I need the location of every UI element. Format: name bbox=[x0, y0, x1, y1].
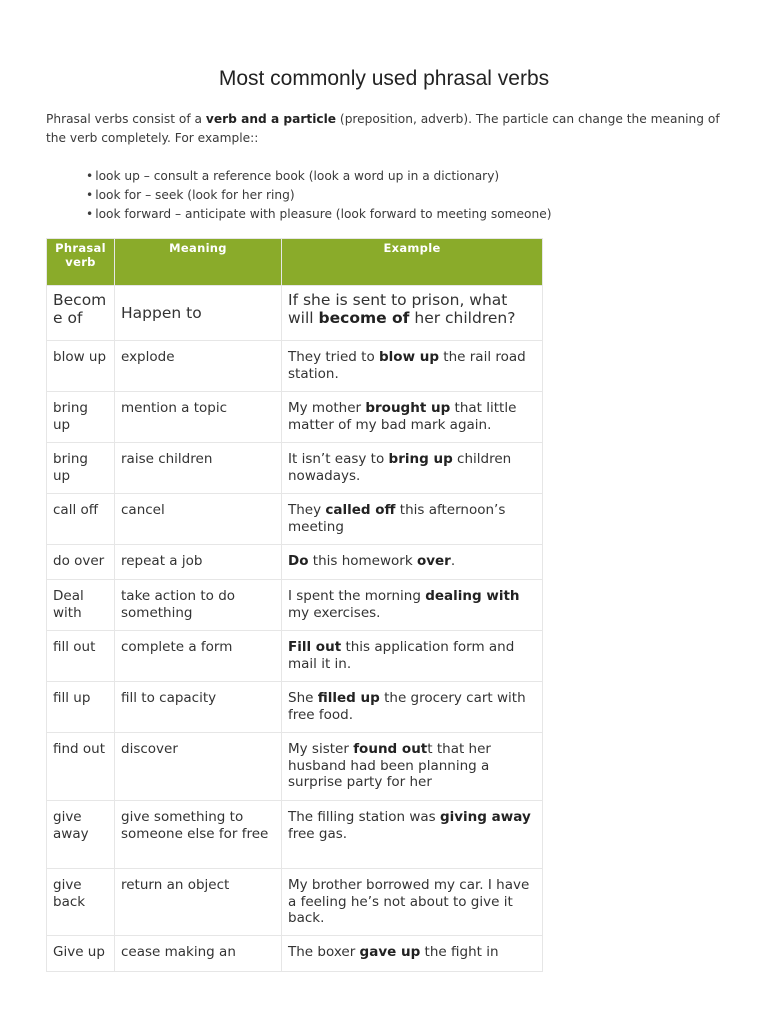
meaning-cell: cancel bbox=[115, 494, 282, 545]
example-highlight: giving away bbox=[439, 809, 531, 825]
meaning-cell: discover bbox=[115, 733, 282, 801]
example-highlight: dealing with bbox=[425, 588, 520, 604]
list-item: • look forward – anticipate with pleasure (look forward to meeting someone) bbox=[86, 205, 726, 224]
example-cell bbox=[282, 494, 543, 545]
example-highlight: gave up bbox=[359, 944, 421, 960]
table-row bbox=[47, 936, 543, 972]
example-text: It isn’t easy to bbox=[288, 451, 389, 467]
example-text: My sister bbox=[288, 741, 354, 757]
example-text: children nowadays. bbox=[288, 451, 512, 484]
example-highlight: blow up bbox=[379, 349, 440, 365]
example-cell bbox=[282, 801, 543, 869]
example-text: . bbox=[450, 553, 456, 569]
example-highlight: bring up bbox=[388, 451, 453, 467]
examples-list bbox=[86, 167, 726, 224]
meaning-cell: cease making an bbox=[115, 936, 282, 972]
meaning-cell: take action to do something bbox=[115, 580, 282, 631]
table-row bbox=[47, 494, 543, 545]
intro-text-1: Phrasal verbs consist of a bbox=[46, 112, 206, 126]
example-text: If she is sent to prison, what will bbox=[288, 291, 508, 327]
verb-cell: give away bbox=[47, 801, 115, 869]
example-text: this application form and mail it in. bbox=[288, 639, 515, 672]
example-text: the grocery cart with free food. bbox=[288, 690, 526, 723]
meaning-cell: complete a form bbox=[115, 631, 282, 682]
table-row bbox=[47, 869, 543, 936]
table-row bbox=[47, 580, 543, 631]
table-row bbox=[47, 631, 543, 682]
example-cell bbox=[282, 733, 543, 801]
example-text: her children? bbox=[409, 309, 516, 327]
example-cell bbox=[282, 341, 543, 392]
phrasal-verbs-table bbox=[46, 238, 543, 972]
verb-cell: find out bbox=[47, 733, 115, 801]
meaning-cell: raise children bbox=[115, 443, 282, 494]
table-row bbox=[47, 341, 543, 392]
example-text: My brother borrowed my car. I have a feeling he’s not about to give it back. bbox=[288, 877, 530, 926]
example-cell bbox=[282, 286, 543, 341]
example-highlight: called off bbox=[325, 502, 396, 518]
example-cell bbox=[282, 682, 543, 733]
example-cell bbox=[282, 392, 543, 443]
meaning-cell: explode bbox=[115, 341, 282, 392]
example-highlight: become of bbox=[318, 309, 410, 327]
intro-text-2: (preposition, adverb). The particle can change the meaning of the verb completely. For example:: bbox=[46, 112, 720, 145]
meaning-cell: return an object bbox=[115, 869, 282, 936]
example-text: She bbox=[288, 690, 318, 706]
table-row bbox=[47, 286, 543, 341]
table-body bbox=[47, 286, 543, 972]
verb-cell: fill out bbox=[47, 631, 115, 682]
example-highlight: Do bbox=[288, 553, 309, 569]
header-example: Example bbox=[282, 239, 543, 286]
example-highlight: found out bbox=[353, 741, 428, 757]
list-item: • look for – seek (look for her ring) bbox=[86, 186, 726, 205]
table-row bbox=[47, 682, 543, 733]
example-text: this homework bbox=[308, 553, 417, 569]
table-row bbox=[47, 733, 543, 801]
example-cell bbox=[282, 936, 543, 972]
table-header-row bbox=[47, 239, 543, 286]
list-item: • look up – consult a reference book (look a word up in a dictionary) bbox=[86, 167, 726, 186]
verb-cell: do over bbox=[47, 545, 115, 580]
example-text: the rail road station. bbox=[288, 349, 526, 382]
example-highlight: over bbox=[416, 553, 451, 569]
example-highlight: Fill out bbox=[288, 639, 342, 655]
verb-cell: Become of bbox=[47, 286, 115, 341]
example-text: I spent the morning bbox=[288, 588, 426, 604]
example-text: t that her husband had been planning a surprise party for her bbox=[288, 741, 491, 790]
verb-cell: call off bbox=[47, 494, 115, 545]
verb-cell: bring up bbox=[47, 443, 115, 494]
table-row bbox=[47, 801, 543, 869]
example-highlight: filled up bbox=[317, 690, 380, 706]
meaning-cell: Happen to bbox=[115, 286, 282, 341]
example-text: They bbox=[288, 502, 326, 518]
example-cell bbox=[282, 580, 543, 631]
page-title: Most commonly used phrasal verbs bbox=[218, 67, 550, 90]
verb-cell: fill up bbox=[47, 682, 115, 733]
example-cell bbox=[282, 545, 543, 580]
example-text: free gas. bbox=[288, 825, 348, 842]
example-text: my exercises. bbox=[288, 604, 381, 621]
verb-cell: give back bbox=[47, 869, 115, 936]
example-text: that little matter of my bad mark again. bbox=[288, 400, 517, 433]
example-cell bbox=[282, 869, 543, 936]
verb-cell: blow up bbox=[47, 341, 115, 392]
intro-paragraph bbox=[46, 110, 726, 148]
meaning-cell: repeat a job bbox=[115, 545, 282, 580]
header-meaning: Meaning bbox=[115, 239, 282, 286]
verb-cell: Give up bbox=[47, 936, 115, 972]
example-text: this afternoon’s meeting bbox=[288, 502, 506, 535]
meaning-cell: fill to capacity bbox=[115, 682, 282, 733]
example-text: The boxer bbox=[288, 944, 360, 960]
example-cell bbox=[282, 443, 543, 494]
meaning-cell: give something to someone else for free bbox=[115, 801, 282, 869]
intro-bold: verb and a particle bbox=[205, 112, 337, 126]
example-text: My mother bbox=[288, 400, 366, 416]
example-highlight: brought up bbox=[365, 400, 451, 416]
meaning-cell: mention a topic bbox=[115, 392, 282, 443]
verb-cell: bring up bbox=[47, 392, 115, 443]
example-cell bbox=[282, 631, 543, 682]
table-row bbox=[47, 545, 543, 580]
example-text: They tried to bbox=[288, 349, 379, 365]
example-text: the fight in bbox=[420, 944, 499, 960]
verb-cell: Deal with bbox=[47, 580, 115, 631]
table-row bbox=[47, 443, 543, 494]
example-text: The filling station was bbox=[288, 809, 440, 825]
header-phrasal-verb: Phrasal verb bbox=[47, 239, 115, 286]
table-row bbox=[47, 392, 543, 443]
